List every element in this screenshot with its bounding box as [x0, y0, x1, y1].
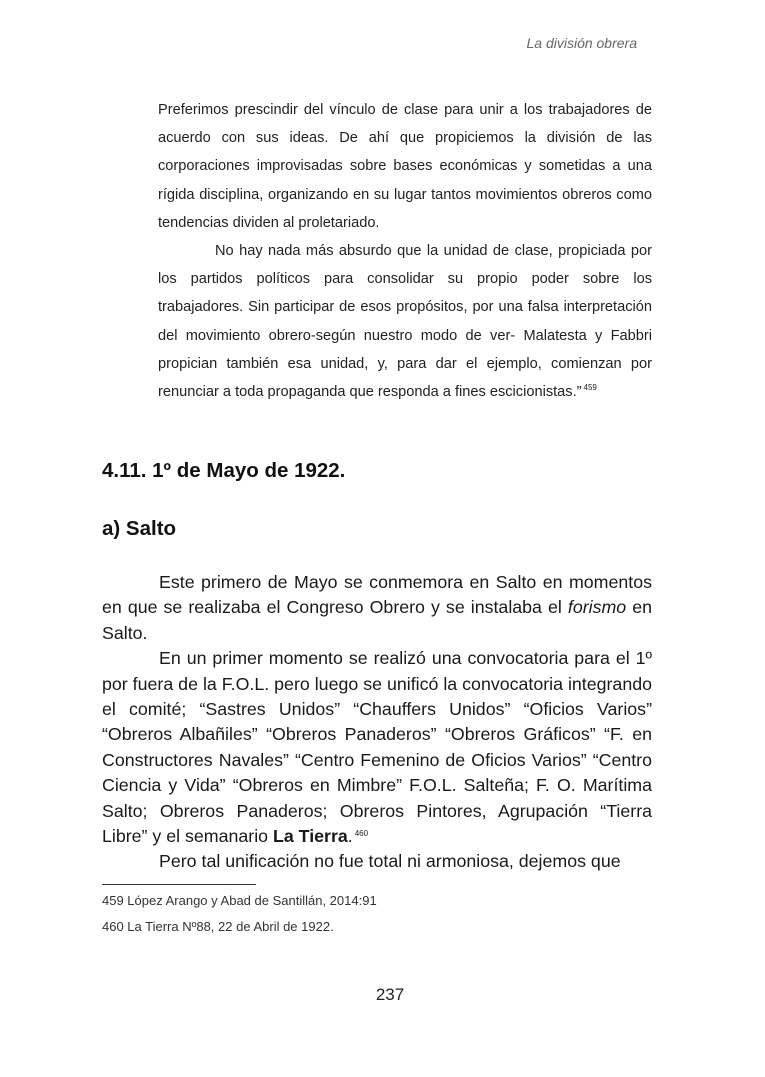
body-paragraph-3: Pero tal unificación no fue total ni armoniosa, dejemos que — [159, 851, 621, 872]
footnote-ref-459[interactable]: 459 — [583, 383, 597, 393]
body-paragraph-2-end: . — [347, 826, 353, 847]
footnote-460: 460 La Tierra Nº88, 22 de Abril de 1922. — [102, 919, 334, 934]
block-quote — [158, 96, 652, 406]
body-paragraph-1-text-a: Este primero de Mayo se conmemora en Salto en momentos en que se realizaba el Congreso Obrero y se instalaba el — [102, 572, 652, 618]
quote-paragraph-1: Preferimos prescindir del vínculo de clase para unir a los trabajadores de acuerdo con sus ideas. De ahí que propiciemos la división de las corporaciones improvisadas sobre bases económicas y sometidas a una rígida disciplina, organizando en su lugar tantos movimientos obreros como tendencias dividen al proletariado. — [158, 102, 652, 231]
quote-paragraph-2-text: No hay nada más absurdo que la unidad de clase, propiciada por los partidos políticos para consolidar su propio poder sobre los trabajadores. Sin participar de esos propósitos, por una falsa interpretación del movimiento obrero-según nuestro modo de ver- Malatesta y Fabbri propician también esa unidad, y, para dar el ejemplo, comienzan por renunciar a toda propaganda que responda a fines escicionistas.” — [158, 243, 652, 401]
newspaper-title: La Tierra — [272, 826, 348, 847]
body-paragraph-1-text-b: en Salto. — [102, 597, 652, 643]
quote-paragraph-2 — [158, 237, 652, 406]
footnote-divider — [102, 884, 256, 885]
body-paragraph-1 — [102, 570, 652, 646]
running-header: La división obrera — [526, 35, 637, 51]
subsection-heading: a) Salto — [102, 517, 177, 540]
footnote-ref-460[interactable]: 460 — [354, 829, 369, 839]
section-heading: 4.11. 1º de Mayo de 1922. — [102, 459, 346, 482]
body-text — [102, 570, 652, 875]
body-paragraph-2 — [102, 646, 652, 849]
body-paragraph-2-text: En un primer momento se realizó una convocatoria para el 1º por fuera de la F.O.L. pero luego se unificó la convocatoria integrando el comité; “Sastres Unidos” “Chauffers Unidos” “Oficios Varios” “Obreros Albañiles” “Obreros Panaderos” “Obreros Gráficos” “F. en Constructores Navales” “Centro Femenino de Oficios Varios” “Centro Ciencia y Vida” “Obreros en Mimbre” F.O.L. Salteña; F. O. Marítima Salto; Obreros Panaderos; Obreros Pintores, Agrupación “Tierra Libre” y el semanario — [102, 648, 652, 847]
page-number: 237 — [375, 985, 405, 1004]
italic-term: forismo — [567, 597, 627, 618]
footnote-459: 459 López Arango y Abad de Santillán, 2014:91 — [102, 893, 377, 908]
